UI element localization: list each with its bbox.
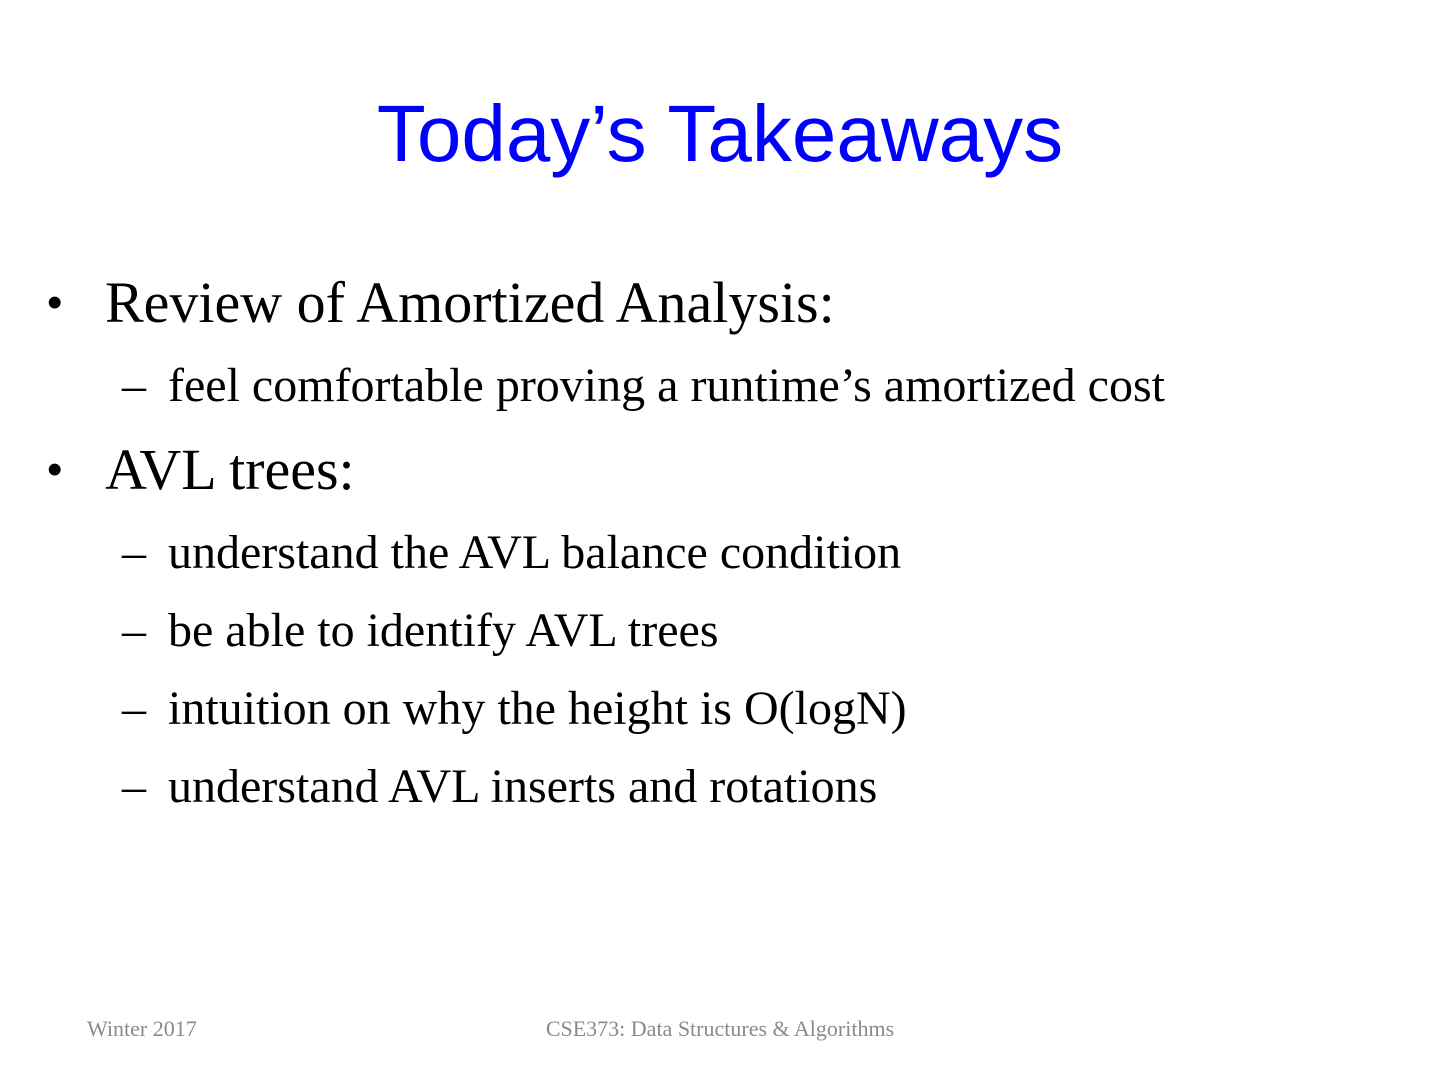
dash-marker: – [122, 760, 146, 813]
dash-marker: – [122, 682, 146, 735]
footer-course: CSE373: Data Structures & Algorithms [545, 1016, 895, 1041]
slide-title: Today’s Takeaways [376, 89, 1064, 178]
sub-bullet-text: understand the AVL balance condition [168, 526, 902, 579]
dash-marker: – [122, 604, 146, 657]
bullet-item [47, 270, 835, 336]
dash-marker: – [122, 526, 146, 579]
sub-bullet-item [122, 759, 878, 815]
sub-bullet-text: be able to identify AVL trees [168, 604, 719, 657]
bullet-item [47, 437, 355, 503]
sub-bullet-text: intuition on why the height is O(logN) [168, 682, 907, 735]
sub-bullet-item [122, 525, 902, 581]
sub-bullet-text: understand AVL inserts and rotations [168, 760, 878, 813]
dash-marker: – [122, 359, 146, 412]
footer-date: Winter 2017 [87, 1016, 197, 1041]
bullet-marker: • [47, 445, 63, 494]
bullet-marker: • [47, 278, 63, 327]
bullet-text: Review of Amortized Analysis: [105, 270, 835, 335]
bullet-text: AVL trees: [105, 437, 355, 502]
sub-bullet-item [122, 603, 719, 659]
sub-bullet-text: feel comfortable proving a runtime’s amortized cost [168, 359, 1165, 412]
sub-bullet-item [122, 681, 907, 737]
sub-bullet-item [122, 358, 1165, 414]
